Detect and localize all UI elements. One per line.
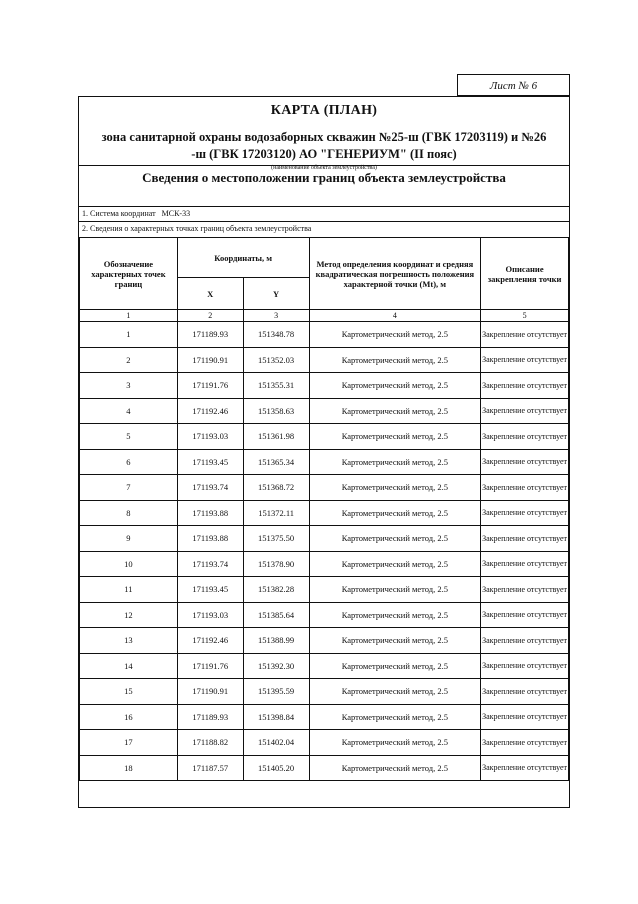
fixing-description: Закрепление отсутствует xyxy=(481,704,569,730)
fixing-description: Закрепление отсутствует xyxy=(481,424,569,450)
coord-x: 171193.88 xyxy=(177,526,243,552)
point-number: 7 xyxy=(80,475,178,501)
fixing-description: Закрепление отсутствует xyxy=(481,398,569,424)
point-number: 8 xyxy=(80,500,178,526)
point-number: 2 xyxy=(80,347,178,373)
fixing-description: Закрепление отсутствует xyxy=(481,373,569,399)
fixing-description: Закрепление отсутствует xyxy=(481,577,569,603)
point-number: 17 xyxy=(80,730,178,756)
subtitle-line-1: зона санитарной охраны водозаборных скважин №25-ш (ГВК 17203119) и №26 xyxy=(101,130,547,144)
method: Картометрический метод, 2.5 xyxy=(309,551,481,577)
fixing-description: Закрепление отсутствует xyxy=(481,475,569,501)
method: Картометрический метод, 2.5 xyxy=(309,449,481,475)
coord-y: 151378.90 xyxy=(243,551,309,577)
coord-y: 151375.50 xyxy=(243,526,309,552)
coord-y: 151398.84 xyxy=(243,704,309,730)
point-number: 3 xyxy=(80,373,178,399)
header-x: X xyxy=(177,278,243,310)
point-number: 5 xyxy=(80,424,178,450)
coord-x: 171193.03 xyxy=(177,602,243,628)
table-row xyxy=(80,373,569,399)
fixing-description: Закрепление отсутствует xyxy=(481,347,569,373)
coord-x: 171189.93 xyxy=(177,322,243,348)
method: Картометрический метод, 2.5 xyxy=(309,730,481,756)
header-designation: Обозначение характерных точек границ xyxy=(80,238,178,310)
table-row xyxy=(80,398,569,424)
method: Картометрический метод, 2.5 xyxy=(309,704,481,730)
table-row xyxy=(80,500,569,526)
coord-y: 151361.98 xyxy=(243,424,309,450)
coord-system-value: МСК-33 xyxy=(161,209,191,218)
header-coordinates: Координаты, м xyxy=(177,238,309,278)
coord-x: 171193.03 xyxy=(177,424,243,450)
divider xyxy=(79,165,569,166)
coord-y: 151348.78 xyxy=(243,322,309,348)
coord-x: 171193.45 xyxy=(177,449,243,475)
object-caption: (наименование объекта землеустройства) xyxy=(271,165,377,171)
point-number: 12 xyxy=(80,602,178,628)
coord-x: 171193.45 xyxy=(177,577,243,603)
method: Картометрический метод, 2.5 xyxy=(309,653,481,679)
document-title: КАРТА (ПЛАН) xyxy=(270,103,378,118)
table-row xyxy=(80,526,569,552)
coord-x: 171191.76 xyxy=(177,653,243,679)
title-block xyxy=(79,97,569,171)
fixing-description: Закрепление отсутствует xyxy=(481,322,569,348)
column-number: 4 xyxy=(309,310,481,322)
coord-x: 171193.88 xyxy=(177,500,243,526)
method: Картометрический метод, 2.5 xyxy=(309,526,481,552)
method: Картометрический метод, 2.5 xyxy=(309,475,481,501)
coord-x: 171189.93 xyxy=(177,704,243,730)
fixing-description: Закрепление отсутствует xyxy=(481,755,569,781)
sheet-number: Лист № 6 xyxy=(457,74,570,96)
header-y: Y xyxy=(243,278,309,310)
header-method: Метод определения координат и средняя квадратическая погрешность положения характерной точки (Mt), м xyxy=(309,238,481,310)
subtitle-line-2: -ш (ГВК 17203120) АО "ГЕНЕРИУМ" (II пояс) xyxy=(191,147,457,161)
table-row xyxy=(80,730,569,756)
fixing-description: Закрепление отсутствует xyxy=(481,500,569,526)
coord-y: 151402.04 xyxy=(243,730,309,756)
table-row xyxy=(80,347,569,373)
boundary-points-table xyxy=(79,237,569,781)
method: Картометрический метод, 2.5 xyxy=(309,679,481,705)
coord-system-label: 1. Система координат xyxy=(82,209,156,218)
method: Картометрический метод, 2.5 xyxy=(309,322,481,348)
table-row xyxy=(80,755,569,781)
point-number: 6 xyxy=(80,449,178,475)
method: Картометрический метод, 2.5 xyxy=(309,500,481,526)
coord-y: 151352.03 xyxy=(243,347,309,373)
coord-y: 151365.34 xyxy=(243,449,309,475)
fixing-description: Закрепление отсутствует xyxy=(481,551,569,577)
fixing-description: Закрепление отсутствует xyxy=(481,449,569,475)
table-row xyxy=(80,602,569,628)
table-row xyxy=(80,653,569,679)
table-row xyxy=(80,679,569,705)
coord-y: 151385.64 xyxy=(243,602,309,628)
method: Картометрический метод, 2.5 xyxy=(309,755,481,781)
point-number: 15 xyxy=(80,679,178,705)
section-title: Сведения о местоположении границ объекта землеустройства xyxy=(142,170,506,185)
point-number: 13 xyxy=(80,628,178,654)
point-number: 10 xyxy=(80,551,178,577)
table-row xyxy=(80,475,569,501)
method: Картометрический метод, 2.5 xyxy=(309,577,481,603)
method: Картометрический метод, 2.5 xyxy=(309,347,481,373)
coord-y: 151392.30 xyxy=(243,653,309,679)
header-description: Описание закрепления точки xyxy=(481,238,569,310)
table-row xyxy=(80,551,569,577)
coord-y: 151368.72 xyxy=(243,475,309,501)
table-row xyxy=(80,424,569,450)
point-number: 1 xyxy=(80,322,178,348)
coord-x: 171190.91 xyxy=(177,679,243,705)
fixing-description: Закрепление отсутствует xyxy=(481,730,569,756)
column-number: 1 xyxy=(80,310,178,322)
coord-x: 171188.82 xyxy=(177,730,243,756)
coord-y: 151388.99 xyxy=(243,628,309,654)
point-number: 11 xyxy=(80,577,178,603)
coord-y: 151382.28 xyxy=(243,577,309,603)
point-number: 14 xyxy=(80,653,178,679)
document-frame xyxy=(78,96,570,808)
fixing-description: Закрепление отсутствует xyxy=(481,653,569,679)
coord-y: 151355.31 xyxy=(243,373,309,399)
method: Картометрический метод, 2.5 xyxy=(309,424,481,450)
point-number: 9 xyxy=(80,526,178,552)
method: Картометрический метод, 2.5 xyxy=(309,602,481,628)
coord-x: 171192.46 xyxy=(177,398,243,424)
method: Картометрический метод, 2.5 xyxy=(309,628,481,654)
coord-y: 151405.20 xyxy=(243,755,309,781)
fixing-description: Закрепление отсутствует xyxy=(481,679,569,705)
coord-y: 151358.63 xyxy=(243,398,309,424)
fixing-description: Закрепление отсутствует xyxy=(481,602,569,628)
method: Картометрический метод, 2.5 xyxy=(309,398,481,424)
table-body xyxy=(80,322,569,781)
table-row xyxy=(80,322,569,348)
table-row xyxy=(80,577,569,603)
fixing-description: Закрепление отсутствует xyxy=(481,628,569,654)
document-subtitle xyxy=(79,129,569,163)
table-row xyxy=(80,704,569,730)
column-number: 3 xyxy=(243,310,309,322)
coord-x: 171191.76 xyxy=(177,373,243,399)
point-number: 4 xyxy=(80,398,178,424)
coord-y: 151395.59 xyxy=(243,679,309,705)
coord-x: 171193.74 xyxy=(177,551,243,577)
divider xyxy=(79,206,569,207)
coord-system xyxy=(82,209,190,218)
coord-y: 151372.11 xyxy=(243,500,309,526)
point-number: 18 xyxy=(80,755,178,781)
coord-x: 171192.46 xyxy=(177,628,243,654)
coord-x: 171190.91 xyxy=(177,347,243,373)
column-number: 2 xyxy=(177,310,243,322)
coord-x: 171187.57 xyxy=(177,755,243,781)
column-number: 5 xyxy=(481,310,569,322)
points-label: 2. Сведения о характерных точках границ объекта землеустройства xyxy=(82,224,312,233)
table-row xyxy=(80,628,569,654)
divider xyxy=(79,221,569,222)
coord-x: 171193.74 xyxy=(177,475,243,501)
fixing-description: Закрепление отсутствует xyxy=(481,526,569,552)
point-number: 16 xyxy=(80,704,178,730)
method: Картометрический метод, 2.5 xyxy=(309,373,481,399)
table-row xyxy=(80,449,569,475)
